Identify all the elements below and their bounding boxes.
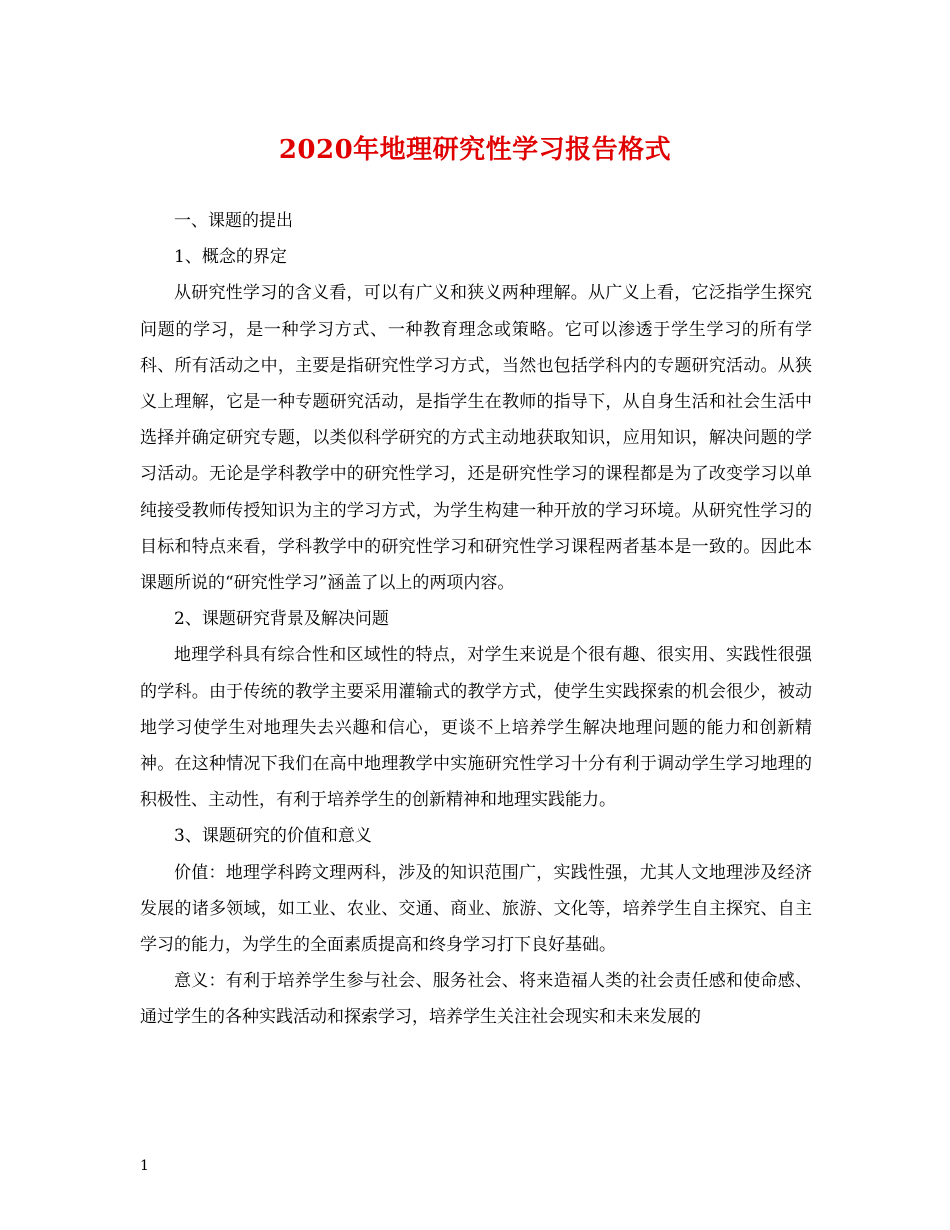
paragraph-background: 地理学科具有综合性和区域性的特点，对学生来说是个很有趣、很实用、实践性很强的学科。由于传统的教学主要采用灌输式的教学方式，使学生实践探索的机会很少，被动地学习使学生对地理失去兴趣和信心，更谈不上培养学生解决地理问题的能力和创新精神。在这种情况下我们在高中地理教学中实施研究性学习十分有利于调动学生学习地理的积极性、主动性，有利于培养学生的创新精神和地理实践能力。 bbox=[140, 645, 812, 811]
document-title: 2020年地理研究性学习报告格式 bbox=[278, 135, 672, 165]
paragraph-concept: 从研究性学习的含义看，可以有广义和狭义两种理解。从广义上看，它泛指学生探究问题的学习，是一种学习方式、一种教育理念或策略。它可以渗透于学生学习的所有学科、所有活动之中，主要是指研究性学习方式，当然也包括学科内的专题研究活动。从狭义上理解，它是一种专题研究活动，是指学生在教师的指导下，从自身生活和社会生活中选择并确定研究专题，以类似科学研究的方式主动地获取知识，应用知识，解决问题的学习活动。无论是学科教学中的研究性学习，还是研究性学习的课程都是为了改变学习以单纯接受教师传授知识为主的学习方式，为学生构建一种开放的学习环境。从研究性学习的目标和特点来看，学科教学中的研究性学习和研究性学习课程两者基本是一致的。因此本课题所说的“研究性学习”涵盖了以上的两项内容。 bbox=[140, 283, 812, 594]
subheading-value: 3、课题研究的价值和意义 bbox=[174, 826, 372, 847]
subheading-background: 2、课题研究背景及解决问题 bbox=[174, 609, 389, 630]
paragraph-value: 价值：地理学科跨文理两科，涉及的知识范围广，实践性强，尤其人文地理涉及经济发展的诸多领域，如工业、农业、交通、商业、旅游、文化等，培养学生自主探究、自主学习的能力，为学生的全面素质提高和终身学习打下良好基础。 bbox=[140, 862, 812, 956]
subheading-concept: 1、概念的界定 bbox=[174, 247, 287, 268]
document-body bbox=[140, 203, 812, 1036]
paragraph-significance: 意义：有利于培养学生参与社会、服务社会、将来造福人类的社会责任感和使命感、通过学生的各种实践活动和探索学习，培养学生关注社会现实和未来发展的 bbox=[140, 971, 812, 1028]
section-heading-topic: 一、课题的提出 bbox=[174, 211, 293, 231]
page-number: 1 bbox=[140, 1158, 149, 1174]
